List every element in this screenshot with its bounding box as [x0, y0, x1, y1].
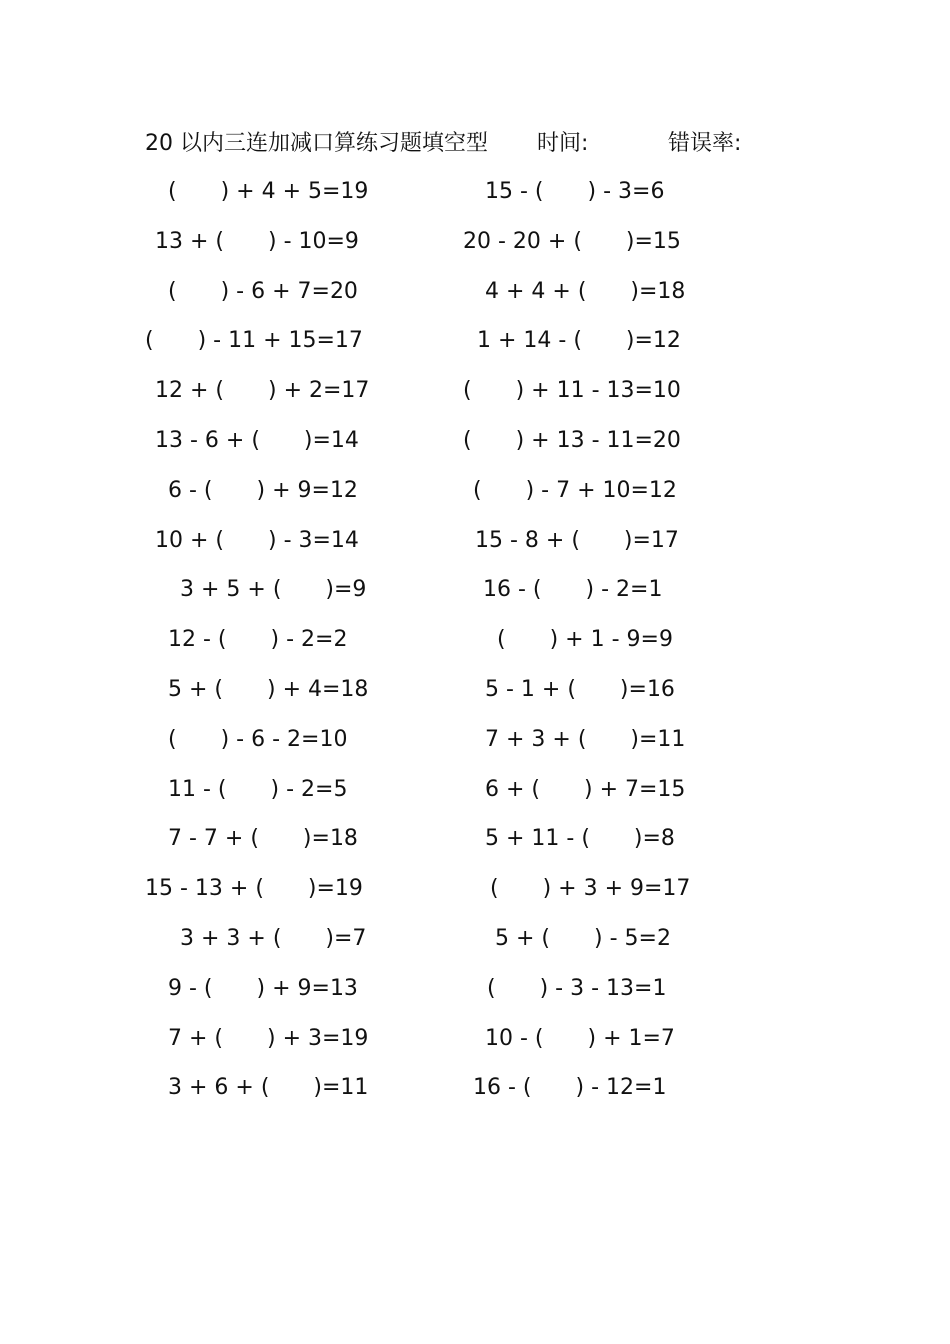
problem-item: 7 + 3 + ( )=11 — [485, 726, 686, 752]
worksheet-header — [145, 126, 785, 160]
problem-item: ( ) + 13 - 11=20 — [463, 427, 681, 453]
problem-item: 3 + 6 + ( )=11 — [168, 1075, 369, 1101]
problem-item: 16 - ( ) - 2=1 — [483, 577, 663, 603]
problem-item: 12 - ( ) - 2=2 — [168, 627, 348, 653]
problem-item: ( ) + 1 - 9=9 — [497, 627, 673, 653]
problem-item: 15 - 8 + ( )=17 — [475, 527, 679, 553]
problem-item: 15 - 13 + ( )=19 — [145, 876, 363, 902]
problem-item: 10 + ( ) - 3=14 — [155, 527, 359, 553]
problem-item: ( ) + 4 + 5=19 — [168, 179, 369, 204]
problem-item: 5 + ( ) + 4=18 — [168, 676, 369, 702]
problem-item: 4 + 4 + ( )=18 — [485, 278, 686, 304]
problem-item: 5 - 1 + ( )=16 — [485, 676, 675, 702]
problem-item: ( ) - 7 + 10=12 — [473, 477, 677, 503]
problem-item: 9 - ( ) + 9=13 — [168, 975, 358, 1001]
problem-item: ( ) - 11 + 15=17 — [145, 328, 363, 354]
problem-item: ( ) + 3 + 9=17 — [490, 876, 691, 902]
problem-item: 16 - ( ) - 12=1 — [473, 1075, 667, 1101]
problem-item: ( ) - 6 - 2=10 — [168, 726, 348, 752]
problem-item: 7 + ( ) + 3=19 — [168, 1025, 369, 1051]
left-problem-column — [130, 168, 370, 1114]
problem-item: 5 + ( ) - 5=2 — [495, 925, 671, 951]
problem-item: 3 + 3 + ( )=7 — [180, 925, 367, 951]
problem-item: 7 - 7 + ( )=18 — [168, 826, 358, 852]
time-label: 时间: — [537, 131, 589, 156]
problem-item: 3 + 5 + ( )=9 — [180, 577, 367, 603]
error-rate-label: 错误率: — [668, 131, 742, 156]
problem-item: 13 + ( ) - 10=9 — [155, 228, 359, 254]
right-problem-column — [445, 168, 695, 1114]
problem-item: 1 + 14 - ( )=12 — [477, 328, 681, 354]
problem-item: 10 - ( ) + 1=7 — [485, 1025, 675, 1051]
problem-item: 20 - 20 + ( )=15 — [463, 228, 681, 254]
worksheet-title: 20 以内三连加减口算练习题填空型 — [145, 131, 488, 156]
problem-item: 6 - ( ) + 9=12 — [168, 477, 358, 503]
problem-item: 12 + ( ) + 2=17 — [155, 378, 370, 404]
problem-item: ( ) - 3 - 13=1 — [487, 975, 667, 1001]
problem-item: ( ) - 6 + 7=20 — [168, 278, 358, 304]
problem-item: 13 - 6 + ( )=14 — [155, 427, 359, 453]
problem-item: ( ) + 11 - 13=10 — [463, 378, 681, 404]
problem-item: 11 - ( ) - 2=5 — [168, 776, 348, 802]
problem-item: 15 - ( ) - 3=6 — [485, 179, 665, 204]
problem-item: 6 + ( ) + 7=15 — [485, 776, 686, 802]
problem-item: 5 + 11 - ( )=8 — [485, 826, 675, 852]
